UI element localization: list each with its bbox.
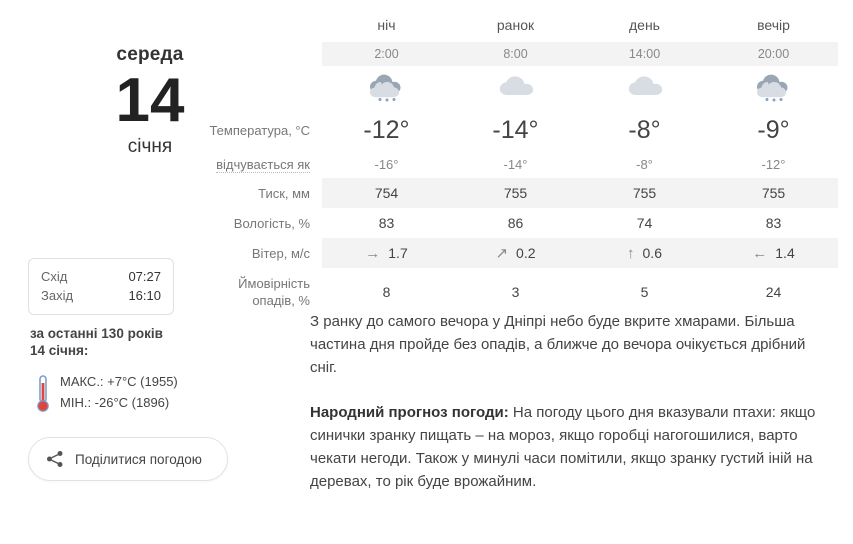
table-row-precipitation bbox=[190, 268, 838, 316]
table-row-temperature bbox=[190, 110, 838, 150]
records-title-line2: 14 січня: bbox=[30, 343, 89, 358]
temperature-night: -12° bbox=[363, 115, 410, 144]
wind-night-cell bbox=[322, 238, 451, 268]
precipitation-night: 8 bbox=[382, 284, 391, 300]
cloud-snow-icon bbox=[363, 70, 411, 102]
time-morning: 8:00 bbox=[451, 42, 580, 66]
wind-speed-day: 0.6 bbox=[642, 245, 662, 261]
record-min: МІН.: -26°C (1896) bbox=[60, 395, 170, 410]
historical-records bbox=[30, 325, 280, 413]
table-row-feels-like bbox=[190, 150, 838, 178]
humidity-label: Вологість, % bbox=[190, 208, 322, 238]
feels-like-night: -16° bbox=[374, 156, 399, 172]
feels-like-morning: -14° bbox=[503, 156, 528, 172]
hourly-forecast-table bbox=[190, 8, 838, 316]
date-month: січня bbox=[127, 136, 173, 157]
daypart-night: ніч bbox=[377, 17, 396, 33]
feels-like-evening: -12° bbox=[761, 156, 786, 172]
wind-speed-morning: 0.2 bbox=[516, 245, 536, 261]
wind-speed-evening: 1.4 bbox=[775, 245, 795, 261]
folk-forecast-text: На погоду цього дня вказували птахи: якщо синички зранку пищать – на мороз, якщо горобці нагогошилися, варто чекати негоди. Також у минулі часи помітили, якщо зранку густий іній на деревах, то рік буде врожайним. bbox=[310, 404, 816, 490]
precipitation-morning: 3 bbox=[511, 284, 520, 300]
temperature-label: Температура, °C bbox=[190, 110, 322, 150]
condition-icon-evening-cell bbox=[709, 66, 838, 110]
precipitation-evening: 24 bbox=[765, 284, 782, 300]
feels-like-day: -8° bbox=[636, 156, 653, 172]
feels-like-label bbox=[190, 150, 322, 178]
time-day: 14:00 bbox=[580, 42, 709, 66]
humidity-evening: 83 bbox=[765, 215, 782, 231]
table-row-pressure bbox=[190, 178, 838, 208]
precipitation-label bbox=[190, 268, 322, 316]
sunset-value: 16:10 bbox=[128, 288, 161, 303]
daypart-morning: ранок bbox=[496, 17, 535, 33]
pressure-day: 755 bbox=[580, 178, 709, 208]
empty-corner bbox=[190, 8, 322, 42]
cloud-icon bbox=[492, 70, 540, 102]
condition-icon-day-cell bbox=[580, 66, 709, 110]
feels-like-label-text: відчувається як bbox=[216, 156, 310, 172]
folk-forecast-title: Народний прогноз погоди: bbox=[310, 404, 509, 421]
temperature-morning: -14° bbox=[492, 115, 539, 144]
wind-day-cell bbox=[580, 238, 709, 268]
share-icon bbox=[45, 449, 65, 469]
forecast-description bbox=[310, 310, 830, 493]
date-day-number: 14 bbox=[115, 66, 185, 135]
sunrise-value: 07:27 bbox=[128, 269, 161, 284]
cloud-icon bbox=[621, 70, 669, 102]
records-title-line1: за останні 130 років bbox=[30, 326, 163, 341]
wind-evening-cell bbox=[709, 238, 838, 268]
humidity-morning: 86 bbox=[507, 215, 524, 231]
description-paragraph: З ранку до самого вечора у Дніпрі небо буде вкрите хмарами. Більша частина дня пройде без опадів, а ближче до вечора очікується дрібний сніг. bbox=[310, 313, 806, 376]
sunset-row bbox=[41, 286, 161, 305]
pressure-night: 754 bbox=[322, 178, 451, 208]
table-row-daypart bbox=[190, 8, 838, 42]
condition-icon-night-cell bbox=[322, 66, 451, 110]
pressure-label: Тиск, мм bbox=[190, 178, 322, 208]
time-label-empty bbox=[190, 42, 322, 66]
table-row-humidity bbox=[190, 208, 838, 238]
sunrise-sunset-box bbox=[28, 258, 174, 315]
table-row-condition-icons bbox=[190, 66, 838, 110]
humidity-night: 83 bbox=[378, 215, 395, 231]
precipitation-day: 5 bbox=[640, 284, 649, 300]
daypart-evening: вечір bbox=[757, 17, 790, 33]
date-weekday: середа bbox=[116, 44, 184, 65]
share-weather-button[interactable] bbox=[28, 437, 228, 481]
wind-direction-arrow-icon: ↗ bbox=[495, 244, 509, 262]
thermometer-icon bbox=[34, 373, 52, 415]
pressure-morning: 755 bbox=[451, 178, 580, 208]
table-row-time bbox=[190, 42, 838, 66]
wind-direction-arrow-icon: ← bbox=[752, 244, 768, 262]
icons-label-empty bbox=[190, 66, 322, 110]
time-evening: 20:00 bbox=[709, 42, 838, 66]
time-night: 2:00 bbox=[322, 42, 451, 66]
wind-label: Вітер, м/с bbox=[190, 238, 322, 268]
precipitation-label-line2: опадів, % bbox=[252, 293, 310, 308]
wind-direction-arrow-icon: → bbox=[365, 244, 381, 262]
wind-morning-cell bbox=[451, 238, 580, 268]
record-max: МАКС.: +7°C (1955) bbox=[60, 374, 178, 389]
records-rows bbox=[30, 371, 280, 413]
precipitation-label-line1: Ймовірність bbox=[238, 276, 310, 291]
temperature-day: -8° bbox=[628, 115, 661, 144]
table-row-wind bbox=[190, 238, 838, 268]
folk-forecast-paragraph bbox=[310, 401, 830, 493]
sunrise-label: Схід bbox=[41, 269, 68, 284]
daypart-day: день bbox=[629, 17, 660, 33]
temperature-evening: -9° bbox=[757, 115, 790, 144]
sunrise-row bbox=[41, 267, 161, 286]
sunset-label: Захід bbox=[41, 288, 74, 303]
wind-speed-night: 1.7 bbox=[388, 245, 408, 261]
cloud-snow-icon bbox=[750, 70, 798, 102]
condition-icon-morning-cell bbox=[451, 66, 580, 110]
humidity-day: 74 bbox=[636, 215, 653, 231]
pressure-evening: 755 bbox=[709, 178, 838, 208]
share-button-label: Поділитися погодою bbox=[75, 451, 202, 467]
wind-direction-arrow-icon: ↑ bbox=[627, 244, 635, 262]
